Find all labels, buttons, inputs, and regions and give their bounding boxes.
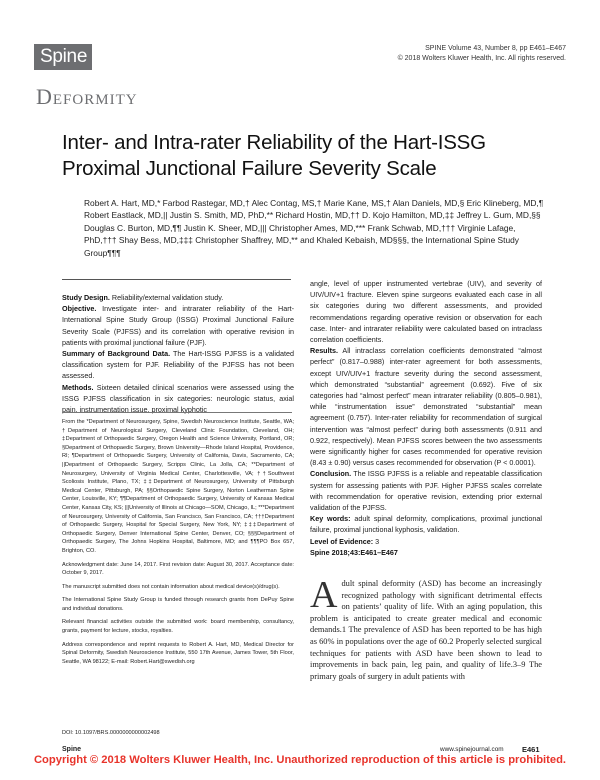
- abstract-right-column: [310, 278, 542, 558]
- acknowledgment-dates: Acknowledgment date: June 14, 2017. First revision date: August 30, 2017. Acceptance date: October 9, 2017.: [62, 561, 294, 577]
- methods-text: Sixteen detailed clinical scenarios were assessed using the ISSG PJFSS classification in six categories: neurologic status, axial pain, instrumentation issue, proximal kyphotic: [62, 382, 294, 415]
- doi-line: DOI: 10.1097/BRS.0000000000002498: [62, 730, 160, 736]
- conclusion-label: Conclusion.: [310, 469, 352, 479]
- correspondence-address: Address correspondence and reprint requests to Robert A. Hart, MD, Medical Director for Spinal Deformity, Swedish Neuroscience Institute, 550 17th Avenue, James Tower, 5th Floor, Seattle, WA 98122; E-mail: Robert.Hart@swedish.org: [62, 641, 294, 665]
- study-design-label: Study Design.: [62, 293, 110, 302]
- financial-disclosure: Relevant financial activities outside the submitted work: board membership, consultancy, grants, payment for lecture, stocks, royalties.: [62, 619, 294, 635]
- abstract-top-rule: [62, 279, 291, 280]
- affiliation-rule: [62, 412, 292, 413]
- affiliations-block: [62, 418, 294, 671]
- footer-journal: Spine: [62, 746, 82, 753]
- results-label: Results.: [310, 346, 338, 356]
- introduction-paragraph: [310, 574, 542, 682]
- section-initial: D: [36, 84, 53, 109]
- results-text: All intraclass correlation coefficients demonstrated “almost perfect” (0.817–0.988) inter-rater agreement for both assessments, except UIV/UIV+1 fracture severity during the second assessment, which demonstrated “substantial” agreement (0.692). Five of six categories had “almost perfect” mean intrarater reliability (0.805–0.981), while “instrumentation issue” demonstrated “substantial” mean agreement (0.757). Inter-rater reliability for recommendation of surgical intervention was “almost perfect” during both assessments (0.911 and 0.922, respectively). Mean PJFSS scores between the two assessments were significantly higher for cases recommended for operative revision (8.43 ± 0.90) versus cases recommended for observation (P < 0.0001).: [310, 346, 542, 468]
- footer-url[interactable]: www.spinejournal.com: [440, 746, 504, 753]
- affiliation-institutions: From the *Department of Neurosurgery, Spine, Swedish Neuroscience Institute, Seattle, WA; †Department of Neurological Surgery, Cleveland Clinic Foundation, Cleveland, OH; ‡Department of Orthopaedic Surgery, Oregon Health and Science University, Portland, OR; §Department of Orthopaedic Surgery, Brown University—Rhode Island Hospital, Providence, RI; ¶Department of Orthopaedic Surgery, University of California, Davis, Sacramento, CA; ||Department of Orthopaedic Surgery, Scripps Clinic, La Jolla, CA; **Department of Neurosurgery, University of Virginia Medical Center, Charlottesville, VA; ††Southwest Scoliosis Institute, Plano, TX; ‡‡Department of Neurosurgery, University of Pittsburgh Medical Center, Pittsburgh, PA; §§Orthopaedic Spine Surgery, Norton Leatherman Spine Center, Louisville, KY; ¶¶Department of Orthopaedic Surgery, University of Kansas Medical Center, Kansas City, KS; |||University of Illinois at Chicago—SOM, Chicago, IL; ***Department of Neurosurgery, University of California, San Francisco, San Francisco, CA; †††Department of Orthopaedic Surgery, Hospital for Special Surgery, New York, NY; ‡‡‡Department of Orthopaedic Surgery, Denver International Spine Center, Denver, CO; §§§Department of Orthopaedic Surgery, The Johns Hopkins Hospital, Baltimore, MD; and ¶¶¶PO Box 657, Brighton, CO.: [62, 419, 294, 554]
- section-rest: EFORMITY: [52, 92, 138, 108]
- objective-label: Objective.: [62, 304, 97, 314]
- article-citation: Spine 2018;43:E461–E467: [310, 547, 398, 557]
- funding-statement: The International Spine Study Group is funded through research grants from DePuy Spine and individual donations.: [62, 597, 294, 612]
- study-design-text: Reliability/external validation study.: [109, 293, 224, 302]
- keywords-text: adult spinal deformity, complications, proximal junctional failure, proximal junctional kyphosis, validation.: [310, 514, 542, 535]
- introduction-text: dult spinal deformity (ASD) has become an increasingly recognized pathology with significant detrimental effects on patients’ quality of life. With an aging population, this problem is anticipated to create greater medical and economic demands.1 The prevalence of ASD has been reported to be has high as 60% in populations over the age of 60.2 Properly selected surgical techniques for patients with ASD have been shown to lead to improvements in back pain, leg pain, and quality of life.3–9 The primary goals of surgery in adult patients with: [310, 579, 542, 681]
- conclusion-text: The ISSG PJFSS is a reliable and repeatable classification system for assessing patients with PJF. Higher PJFSS scales correlate with recommendation for operative revision, extending prior external validation of the PJFSS.: [310, 469, 542, 513]
- abstract-left-column: [62, 292, 294, 415]
- summary-text: The Hart-ISSG PJFSS is a validated classification system for PJF. Reliability of the PJFSS has not been assessed.: [62, 349, 294, 381]
- logo-word: Spine: [40, 46, 88, 67]
- objective-text: Investigate inter- and intrarater reliability of the Hart-International Spine Study Group (ISSG) Proximal Junctional Failure Severity Scale (PJFSS) and its correlation with operative revision in patients with proximal junctional failure (PJF).: [62, 304, 294, 347]
- article-title: Inter- and Intra-rater Reliability of the Hart-ISSG Proximal Junctional Failure Severity Scale: [62, 131, 486, 180]
- volume-line: SPINE Volume 43, Number 8, pp E461–E467: [425, 45, 566, 52]
- journal-section-label: [36, 84, 138, 110]
- author-list: Robert A. Hart, MD,* Farbod Rastegar, MD,† Alec Contag, MS,† Marie Kane, MS,† Alan Daniels, MD,§ Eric Klineberg, MD,¶ Robert Eastlack, MD,|| Justin S. Smith, MD, PhD,** Richard Hostin, MD,†† D. Kojo Hamilton, MD,‡‡ Jeffrey L. Gum, MD,§§ Douglas C. Burton, MD,¶¶ Justin K. Sheer, MD,||| Christopher Ames, MD,*** Frank Schwab, MD,††† Virginie Lafage, PhD,††† Shay Bess, MD,‡‡‡ Christopher Shaffrey, MD,** and Khaled Kebaish, MD§§§, the International Spine Study Group¶¶¶: [84, 198, 544, 258]
- copyright-line: © 2018 Wolters Kluwer Health, Inc. All rights reserved.: [397, 55, 566, 62]
- summary-label: Summary of Background Data.: [62, 349, 171, 359]
- drop-cap: A: [310, 574, 338, 616]
- footer-page-number: E461: [522, 745, 540, 754]
- device-statement: The manuscript submitted does not contain information about medical device(s)/drug(s).: [62, 583, 280, 590]
- evidence-label: Level of Evidence:: [310, 536, 374, 546]
- journal-citation-header: [398, 44, 566, 64]
- copyright-notice: Copyright © 2018 Wolters Kluwer Health, Inc. Unauthorized reproduction of this article is prohibited.: [33, 754, 567, 766]
- journal-logo: [34, 44, 92, 70]
- methods-continued: angle, level of upper instrumented vertebrae (UIV), and severity of UIV/UIV+1 fracture. Eleven spine surgeons evaluated each case in all six categories during two different assessments, and provided recommendations regarding operative revision or observation for each case. Inter- and intrarater reliability were calculated based on intraclass correlation coefficients.: [310, 279, 542, 345]
- methods-label: Methods.: [62, 382, 94, 392]
- keywords-label: Key words:: [310, 514, 351, 524]
- evidence-text: 3: [373, 536, 380, 546]
